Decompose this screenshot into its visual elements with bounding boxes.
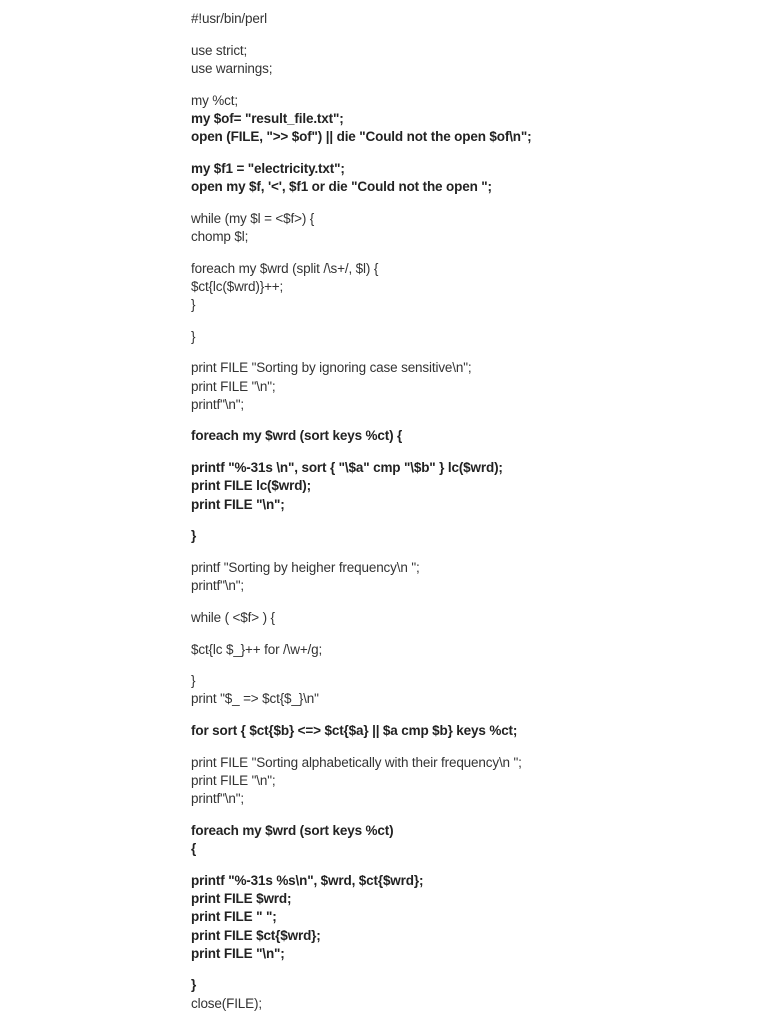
- code-line: my %ct;: [191, 92, 238, 108]
- code-block: [191, 10, 751, 28]
- code-line: print FILE "\n";: [191, 945, 285, 961]
- code-line: printf "%-31s %s\n", $wrd, $ct{$wrd};: [191, 872, 424, 888]
- code-line: $ct{lc($wrd)}++;: [191, 278, 284, 294]
- code-line: my $of= "result_file.txt";: [191, 110, 344, 126]
- code-block: [191, 427, 751, 445]
- code-line: foreach my $wrd (split /\s+/, $l) {: [191, 260, 379, 276]
- code-block: [191, 42, 751, 78]
- code-block: [191, 160, 751, 196]
- code-line: }: [191, 328, 196, 344]
- code-line: print FILE "Sorting by ignoring case sensitive\n";: [191, 360, 472, 376]
- code-line: foreach my $wrd (sort keys %ct): [191, 823, 394, 838]
- code-line: open (FILE, ">> $of") || die "Could not the open $of\n";: [191, 129, 532, 145]
- code-line: my $f1 = "electricity.txt";: [191, 160, 345, 176]
- code-line: chomp $l;: [191, 228, 249, 244]
- code-block: [191, 260, 751, 315]
- code-line: for sort { $ct{$b} <=> $ct{$a} || $a cmp $b} keys %ct;: [191, 723, 518, 739]
- code-line: print FILE " ";: [191, 909, 277, 925]
- code-line: print FILE "\n";: [191, 773, 276, 789]
- code-line: print "$_ => $ct{$_}\n": [191, 691, 319, 707]
- code-block: [191, 976, 751, 1012]
- code-block: [191, 672, 751, 708]
- code-block: [191, 641, 751, 659]
- code-block: [191, 872, 751, 963]
- code-line: foreach my $wrd (sort keys %ct) {: [191, 428, 403, 444]
- code-line: }: [191, 528, 197, 544]
- code-block: [191, 210, 751, 246]
- code-line: }: [191, 673, 196, 689]
- code-line: print FILE $wrd;: [191, 891, 292, 907]
- code-line: use strict;: [191, 42, 248, 58]
- code-line: printf"\n";: [191, 791, 244, 807]
- code-block: [191, 328, 751, 346]
- code-block: [191, 527, 751, 545]
- code-line: #!usr/bin/perl: [191, 11, 267, 26]
- code-line: }: [191, 977, 197, 993]
- code-line: printf "%-31s \n", sort { "\$a" cmp "\$b" } lc($wrd);: [191, 460, 503, 476]
- code-document: [191, 10, 751, 1026]
- code-line: printf "Sorting by heigher frequency\n ";: [191, 559, 420, 575]
- code-block: [191, 92, 751, 147]
- code-line: print FILE $ct{$wrd};: [191, 927, 321, 943]
- code-line: open my $f, '<', $f1 or die "Could not the open ";: [191, 178, 492, 194]
- code-line: while ( <$f> ) {: [191, 609, 275, 625]
- code-line: $ct{lc $_}++ for /\w+/g;: [191, 641, 323, 657]
- code-line: use warnings;: [191, 60, 273, 76]
- code-line: {: [191, 841, 197, 857]
- code-line: print FILE "\n";: [191, 496, 285, 512]
- code-line: while (my $l = <$f>) {: [191, 210, 315, 226]
- code-block: [191, 359, 751, 414]
- code-line: print FILE lc($wrd);: [191, 478, 311, 494]
- code-line: }: [191, 296, 196, 312]
- code-block: [191, 459, 751, 514]
- code-block: [191, 754, 751, 809]
- code-line: print FILE "\n";: [191, 378, 276, 394]
- code-block: [191, 822, 751, 858]
- code-block: [191, 722, 751, 740]
- code-block: [191, 559, 751, 595]
- code-line: printf"\n";: [191, 578, 244, 594]
- code-line: close(FILE);: [191, 995, 262, 1011]
- code-block: [191, 609, 751, 627]
- code-line: print FILE "Sorting alphabetically with their frequency\n ";: [191, 754, 522, 770]
- code-line: printf"\n";: [191, 396, 244, 412]
